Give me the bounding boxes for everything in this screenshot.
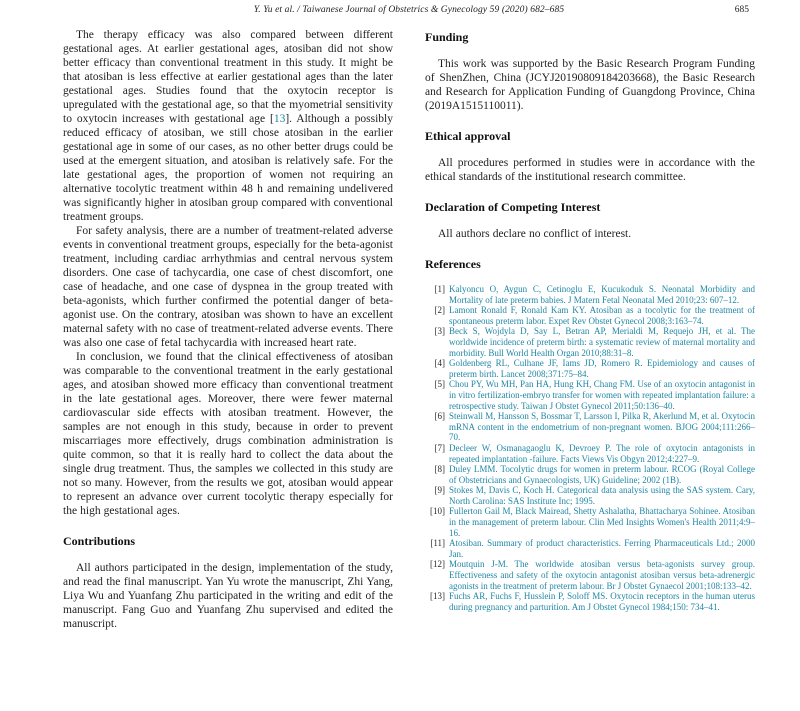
reference-item-5 — [425, 379, 755, 411]
reference-link[interactable]: Beck S, Wojdyla D, Say L, Betran AP, Merialdi M, Requejo JH, et al. The worldwide incidence of preterm birth: a systematic review of maternal mortality and morbidity. Bull World Health Organ 2010;88:31–8. — [449, 326, 755, 358]
paragraph-safety-analysis: For safety analysis, there are a number of treatment-related adverse events in conventional treatment groups, especially for the beta-agonist treatment, including cardiac arrhythmias and central nervous system disorders. One case of tachycardia, one case of chest discomfort, one case of headache, and one case of dyspnea in the group treated with beta-agonists, which further confirmed the potential danger of beta-agonist use. On the contrary, atosiban was shown to have an excellent maternal safety with no case of treatment-related adverse events. There was also one case of fetal tachycardia with increased heart rate. — [63, 225, 393, 349]
reference-number: [9] — [434, 485, 445, 496]
reference-number: [1] — [434, 284, 445, 294]
reference-link[interactable]: Duley LMM. Tocolytic drugs for women in preterm labour. RCOG (Royal College of Obstetricians and Gynaecologists, UK) Guideline; 2002 (1B). — [449, 464, 755, 485]
right-column — [425, 28, 755, 631]
contributions-paragraph: All authors participated in the design, implementation of the study, and read the final manuscript. Yan Yu wrote the manuscript, Zhi Yang, Liya Wu and Yuanfang Zhu participated in the writing and edit of the manuscript. Fang Guo and Yuanfang Zhu supervised and edited the manuscript. — [63, 562, 393, 630]
reference-item-10 — [425, 506, 755, 538]
reference-number: [10] — [430, 506, 445, 517]
reference-number: [12] — [430, 559, 445, 570]
reference-link[interactable]: Goldenberg RL, Culhane JF, Iams JD, Romero R. Epidemiology and causes of preterm birth. Lancet 2008;371:75–84. — [449, 358, 755, 379]
reference-item-9 — [425, 485, 755, 506]
reference-link[interactable]: Decleer W, Osmanagaoglu K, Devroey P. The role of oxytocin antagonists in repeated implantation -failure. Facts Views Vis Obgyn 2012;4:227–9. — [449, 442, 755, 464]
reference-list — [425, 284, 755, 612]
declaration-paragraph: All authors declare no conflict of interest. — [438, 228, 632, 240]
reference-link[interactable]: Fuchs AR, Fuchs F, Husslein P, Soloff MS. Oxytocin receptors in the human uterus during pregnancy and parturition. Am J Obstet Gynecol 1984;150: 734–41. — [449, 591, 755, 612]
reference-item-13 — [425, 591, 755, 612]
funding-paragraph: This work was supported by the Basic Research Program Funding of ShenZhen, China (JCYJ20190809184203668), the Basic Research and Research for Application Funding of Guangdong Province, China (2019A1515110011). — [425, 58, 755, 112]
reference-number: [5] — [434, 379, 445, 390]
citation-link-13[interactable]: 13 — [273, 113, 286, 125]
reference-item-12 — [425, 559, 755, 591]
reference-link[interactable]: Fullerton Gail M, Black Mairead, Shetty Ashalatha, Bhattacharya Sohinee. Atosiban in the management of preterm labour. Clin Med Insights Women's Health 2011;4:9–16. — [449, 506, 755, 538]
reference-link[interactable]: Stokes M, Davis C, Koch H. Categorical data analysis using the SAS system. Cary, North Carolina: SAS Institute Inc; 1995. — [449, 485, 755, 506]
reference-item-8 — [425, 464, 755, 485]
reference-item-11 — [425, 538, 755, 559]
ethical-approval-paragraph: All procedures performed in studies were in accordance with the ethical standards of the institutional research committee. — [425, 157, 755, 183]
reference-item-2 — [425, 305, 755, 326]
references-heading: References — [425, 257, 481, 271]
reference-item-6 — [425, 411, 755, 443]
reference-item-7 — [425, 443, 755, 464]
funding-heading: Funding — [425, 30, 469, 44]
left-column — [63, 28, 393, 631]
reference-number: [6] — [434, 411, 445, 422]
page-number: 685 — [734, 5, 749, 15]
article-body — [63, 28, 755, 631]
reference-link[interactable]: Chou PY, Wu MH, Pan HA, Hung KH, Chang FM. Use of an oxytocin antagonist in in vitro fertilization-embryo transfer for women with repeated implantation failure: a retrospective study. Taiwan J Obstet Gynecol 2011;50:136–40. — [449, 379, 755, 411]
paragraph-therapy-efficacy — [63, 28, 393, 224]
page-header — [63, 5, 755, 17]
reference-link[interactable]: Steinwall M, Hansson S, Bossmar T, Larsson I, Pilka R, Akerlund M, et al. Oxytocin mRNA content in the endometrium of non-pregnant women. BJOG 2004;111:266–70. — [449, 411, 755, 443]
reference-number: [4] — [434, 358, 445, 369]
reference-number: [3] — [434, 326, 445, 337]
reference-number: [7] — [434, 442, 445, 453]
reference-number: [13] — [430, 591, 445, 602]
reference-item-1 — [425, 284, 755, 305]
reference-item-4 — [425, 358, 755, 379]
reference-item-3 — [425, 326, 755, 358]
paragraph-conclusion: In conclusion, we found that the clinical effectiveness of atosiban was comparable to the conventional treatment in the early gestational ages, and atosiban showed more efficacy than conventional treatment in the late gestational ages. Moreover, there were fewer maternal cardiovascular side effects with atosiban treatment. However, the samples are not enough in this study, because in order to prevent miscarriages more effectively, drugs combination administration is quite common, so that it is really hard to collect the data about the single drug treatment. Thus, the samples we collected in this study are not so many. However, from the results we got, atosiban would appear to represent an advance over current tocolytic therapy especially for the high gestational ages. — [63, 351, 393, 517]
reference-link[interactable]: Lamont Ronald F, Ronald Kam KY. Atosiban as a tocolytic for the treatment of spontaneous preterm labor. Expet Rev Obstet Gynecol 2008;3:163–74. — [449, 305, 755, 326]
paragraph1-after-citation: ]. Although a possibly reduced efficacy of atosiban, we still chose atosiban in the earlier gestational age in some of our cases, as no other better drugs could be used at the emergent situation, and atosiban is relatively safe. For the late gestational ages, the proportion of women not requiring an alternative tocolytic treatment within 48 h and remaining undelivered was significantly higher in atosiban group compared with conventional treatment groups. — [63, 113, 393, 223]
reference-link[interactable]: Kalyoncu O, Aygun C, Cetinoglu E, Kucukoduk S. Neonatal Morbidity and Mortality of late preterm babies. J Matern Fetal Neonatal Med 2010;23: 607–12. — [449, 284, 755, 305]
contributions-heading: Contributions — [63, 534, 136, 548]
reference-link[interactable]: Moutquin J-M. The worldwide atosiban versus beta-agonists survey group. Effectiveness and safety of the oxytocin antagonist atosiban versus beta-adrenergic agonists in the treatment of preterm labour. Br J Obstet Gynaecol 2001;108:133–42. — [449, 559, 755, 591]
ethical-approval-heading: Ethical approval — [425, 129, 511, 143]
paragraph1-before-citation: The therapy efficacy was also compared between different gestational ages. At earlier gestational ages, atosiban did not show better efficacy than conventional treatment in this study. It might be that atosiban is less effective at earlier gestational ages than the later gestational ages. Studies found that the oxytocin receptor is upregulated with the gestational age, so that the myometrial sensitivity to oxytocin increases with gestational age [ — [63, 29, 393, 125]
reference-number: [11] — [430, 538, 445, 549]
reference-number: [8] — [434, 464, 445, 475]
declaration-heading: Declaration of Competing Interest — [425, 200, 601, 214]
reference-link[interactable]: Atosiban. Summary of product characteristics. Ferring Pharmaceuticals Ltd.; 2000 Jan. — [449, 538, 755, 559]
running-head: Y. Yu et al. / Taiwanese Journal of Obstetrics & Gynecology 59 (2020) 682–685 — [253, 5, 565, 15]
reference-number: [2] — [434, 305, 445, 316]
